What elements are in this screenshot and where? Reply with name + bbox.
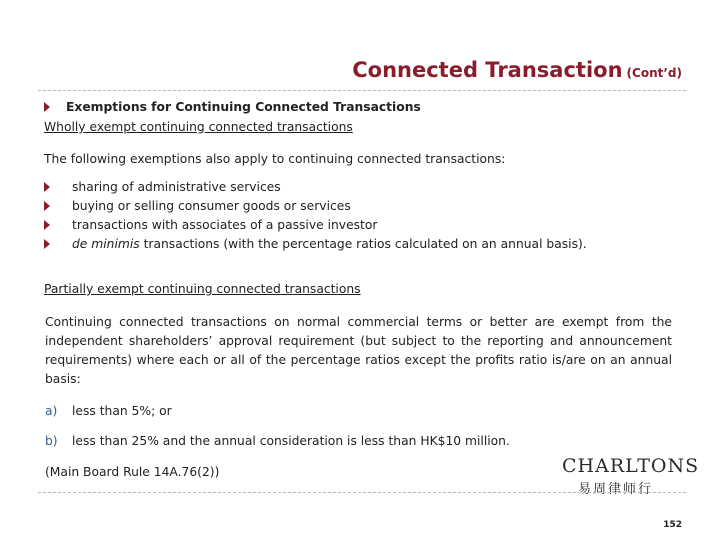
list-item — [44, 216, 587, 235]
bottom-divider — [38, 492, 686, 493]
bullet-arrow-icon — [44, 201, 50, 211]
item-label: b) — [45, 434, 58, 448]
intro-text: The following exemptions also apply to continuing connected transactions: — [44, 152, 506, 166]
heading-text: Exemptions for Continuing Connected Transactions — [66, 100, 421, 114]
logo-chinese: 易周律师行 — [578, 482, 654, 497]
bullet-arrow-icon — [44, 102, 50, 112]
top-divider — [38, 90, 686, 91]
item-label: a) — [45, 404, 58, 418]
subheading-wholly-exempt: Wholly exempt continuing connected transactions — [44, 120, 353, 134]
bullet-arrow-icon — [44, 182, 50, 192]
title-sub: (Cont’d) — [626, 66, 682, 80]
section-heading — [44, 98, 421, 116]
item-a — [45, 402, 172, 420]
body-paragraph: Continuing connected transactions on normal commercial terms or better are exempt from the independent shareholders’ approval requirement (but subject to the reporting and announcement requirements) where each or all of the percentage ratios except the profits ratio is/are on an annual basis: — [45, 315, 672, 386]
charltons-logo — [556, 452, 700, 497]
logo-english: CHARLTONS — [562, 455, 700, 477]
subheading-partially-exempt: Partially exempt continuing connected transactions — [44, 282, 361, 296]
list-item — [44, 235, 587, 254]
list-item-text: buying or selling consumer goods or services — [72, 199, 351, 213]
item-text: less than 5%; or — [72, 404, 172, 418]
exemption-list — [44, 178, 587, 254]
list-item — [44, 178, 587, 197]
item-text: less than 25% and the annual consideration is less than HK$10 million. — [72, 434, 510, 448]
slide-title — [0, 58, 682, 82]
bullet-arrow-icon — [44, 239, 50, 249]
list-item-text: transactions with associates of a passive investor — [72, 218, 378, 232]
title-main: Connected Transaction — [352, 58, 623, 82]
page-number: 152 — [663, 520, 682, 530]
list-item-text: sharing of administrative services — [72, 180, 281, 194]
bullet-arrow-icon — [44, 220, 50, 230]
item-b — [45, 432, 510, 450]
list-item-italic-text: de minimis — [72, 237, 140, 251]
rule-reference: (Main Board Rule 14A.76(2)) — [45, 465, 220, 479]
list-item-text: transactions (with the percentage ratios calculated on an annual basis). — [139, 237, 587, 251]
list-item — [44, 197, 587, 216]
